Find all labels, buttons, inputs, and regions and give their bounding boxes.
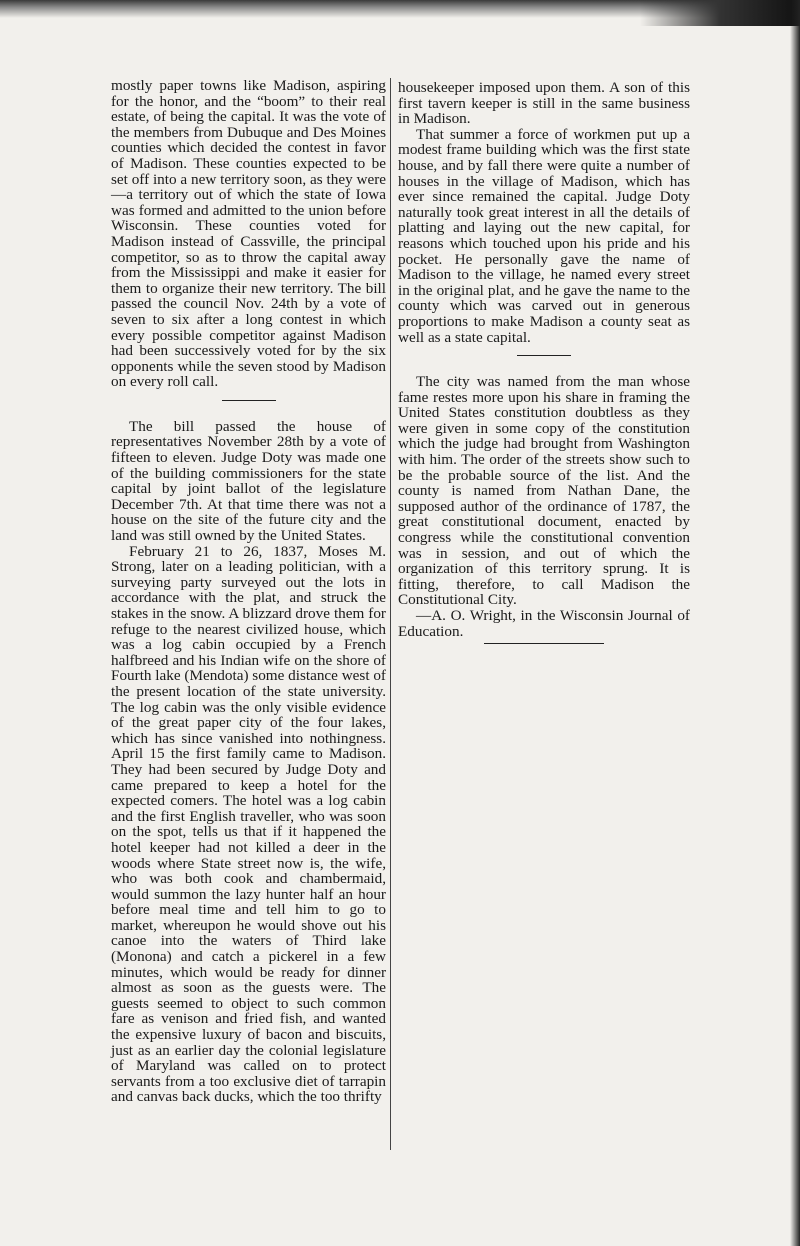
section-rule [222, 400, 276, 401]
right-paragraph-2: That summer a force of workmen put up a modest frame building which was the first state house, and by fall there were quite a number of houses in the village of Madison, which has ever since remained the capital. Judge Doty naturally took great interest in all the details of platting and laying out the new capital, for reasons which touched upon his pride and his pocket. He personally gave the name of Madison to the village, he named every street in the original plat, and he gave the name to the county which was carved out in generous proportions to make Madison a county seat as well as a state capital. [398, 125, 690, 346]
left-column [111, 78, 386, 1105]
article-signature: —A. O. Wright, in the Wisconsin Journal of Education. [398, 607, 690, 640]
right-paragraph-3: The city was named from the man whose fame restes more upon his share in framing the United States constitution doubtless as they were given in some copy of the constitution which the judge had brought from Washington with him. The order of the streets show such to be the probable source of the list. And the county is named from Nathan Dane, the supposed author of the ordinance of 1787, the great constitutional document, enacted by congress while the constitutional convention was in session, and out of which the organization of this territory sprung. It is fitting, therefore, to call Madison the Constitutional City. [398, 373, 690, 609]
scan-right-edge [790, 0, 800, 1246]
right-column [398, 80, 690, 644]
left-paragraph-3: February 21 to 26, 1837, Moses M. Strong, later on a leading politician, with a surveying party surveyed out the lots in accordance with the plat, and struck the stakes in the snow. A blizzard drove them for refuge to the nearest civilized house, which was a log cabin occupied by a French halfbreed and his Indian wife on the shore of Fourth lake (Mendota) some distance west of the present location of the state university. The log cabin was the only visible evidence of the great paper city of the four lakes, which has since vanished into nothingness. April 15 the first family came to Madison. They had been secured by Judge Doty and came prepared to keep a hotel for the expected comers. The hotel was a log cabin and the first English traveller, who was soon on the spot, tells us that if it happened the hotel keeper had not killed a deer in the woods where State street now is, the wife, who was both cook and chambermaid, would summon the lazy hunter half an hour before meal time and tell him to go to market, whereupon he would shove out his canoe into the waters of Third lake (Monona) and catch a pickerel in a few minutes, which would be ready for dinner almost as soon as the guests were. The guests seemed to object to such common fare as venison and fried fish, and wanted the expensive luxury of bacon and biscuits, just as an earlier day the colonial legislature of Maryland was called on to protect servants from a too exclusive diet of tarrapin and canvas back ducks, which the too thrifty [111, 542, 386, 1106]
section-rule [517, 355, 571, 356]
right-paragraph-1: housekeeper imposed upon them. A son of this first tavern keeper is still in the same business in Madison. [398, 79, 690, 128]
left-paragraph-1: mostly paper towns like Madison, aspiring for the honor, and the “boom” to their real estate, of being the capital. It was the vote of the members from Dubuque and Des Moines counties which decided the contest in favor of Madison. These counties expected to be set off into a new territory soon, as they were—a territory out of which the state of Iowa was formed and admitted to the union before Wisconsin. These counties voted for Madison instead of Cassville, the principal competitor, so as to throw the capital away from the Mississippi and make it easier for them to organize their new territory. The bill passed the council Nov. 24th by a vote of seven to six after a long contest in which every possible competitor against Madison had been successively voted for by the six opponents while the seven stood by Madison on every roll call. [111, 77, 386, 391]
end-rule [484, 643, 604, 644]
scan-corner-shadow [640, 0, 800, 26]
left-paragraph-2: The bill passed the house of representatives November 28th by a vote of fifteen to eleven. Judge Doty was made one of the building commissioners for the state capital by joint ballot of the legislature December 7th. At that time there was not a house on the site of the future city and the land was still owned by the United States. [111, 417, 386, 545]
column-divider [390, 78, 391, 1150]
